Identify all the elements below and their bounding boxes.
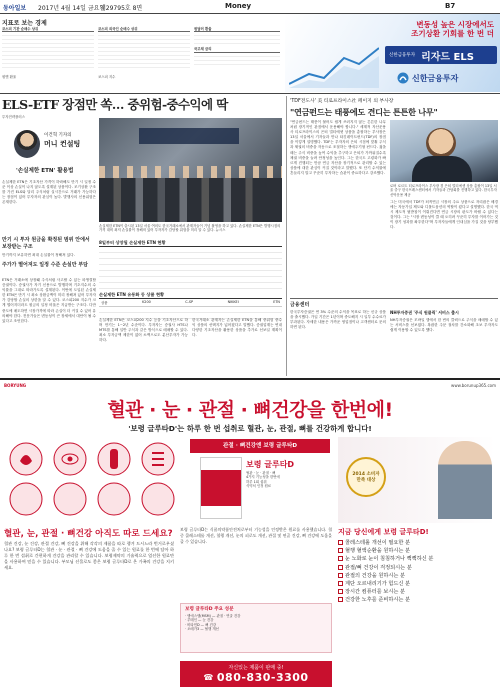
subhead-1: 만기 시 투자 원금을 확정된 범위 안에서 보장받는 구조 [2, 237, 90, 250]
checkbox-icon [338, 573, 343, 578]
table-head-cell: K200 [142, 300, 151, 304]
market-table-6-title: 코스피 지수 [98, 75, 116, 79]
reporter-name: 이건혁 기자의 [44, 133, 72, 138]
ad-brand: 신한금융투자 [389, 53, 416, 58]
shinhan-logo-icon [397, 72, 409, 84]
checklist-item-label: 혈행 혈액순환을 원하시는 분 [345, 548, 411, 555]
checkbox-icon [338, 548, 343, 553]
subhead-2: 주가가 떨어져도 일정 수준 손실만 부담 [2, 262, 88, 268]
checklist-item-label: 계단 오르내리기가 힘드신 분 [345, 581, 411, 588]
right-kicker: 'TDF전도사' 美 티로프라이스社 페이지 의 부사장 [290, 99, 394, 104]
market-title: 지표로 보는 경제 [2, 20, 47, 27]
article-tag: 투자전략플러스 [2, 115, 25, 119]
right-article-body-2: 그는 미국에서 TDF가 퇴직연금 시장의 주요 상품으로 자리잡은 배경에는 자동가입 제도와 디폴트옵션의 역할이 컸다고 설명했다. 한국 역시 제도적 뒷받침이 이뤄진다면 연금 시장의 판도가 바뀔 수 있다는 것이다. 그는 "시장 변동성이 클 때 오히려 꾸준히 투자를 이어가는 것이 장기 성과를 좌우한다"며 투자자들에게 인내심을 가질 것을 당부했다. [390, 200, 498, 230]
divider [290, 298, 498, 299]
checklist-item [338, 547, 496, 555]
main-article-body-5: 한국거래소 관계자는 손실제한 ETN을 통해 중위험 중수익 상품의 선택지가 넓어졌다고 말했다. 증권업계는 연내 다양한 기초자산을 활용한 상품을 추가로 선보일 계획이다. [192, 318, 282, 338]
ad-award-badge: 2014 소비자만족 대상 [346, 457, 386, 497]
checkbox-icon [338, 597, 343, 602]
market-table-3-title: 원달러 환율 [194, 27, 280, 32]
finance-center-body-2: NH투자증권은 모바일 앱에서 한 번의 클릭으로 주식을 매매할 수 있는 서비스를 선보였다. 복잡한 주문 절차를 간소화해 초보 투자자도 쉽게 이용할 수 있도록 했다. [390, 318, 498, 333]
product-box-image [200, 457, 242, 519]
page-number: B7 [445, 2, 456, 10]
cta-text: 자신있는 제품이 판매 중! [228, 665, 284, 671]
checklist-item [338, 572, 496, 580]
finance-center-sub: NH투자증권 '주식 원클릭' 서비스 출시 [390, 310, 459, 315]
ad-product: 리자드 ELS [421, 51, 474, 63]
ad-left-title: 혈관, 눈, 관절 · 뼈건강 아직도 따로 드세요? [4, 529, 173, 539]
checklist-item [338, 564, 496, 572]
main-headline: ELS-ETF 장점만 쏙… 중위험-중수익에 딱 [2, 97, 228, 112]
reporter-column: 머니 컨설팅 [44, 139, 81, 148]
checklist-item-label: 관절의 건강을 원하시는 분 [345, 572, 406, 579]
etn-table-2-head [99, 299, 282, 307]
checkbox-icon [338, 556, 343, 561]
ad-left-body: 혈관 건강, 눈 건강, 관절 건강, 뼈 건강을 위해 각각의 제품을 따로 챙겨 드시느라 번거로우셨나요? 보령 글루타D는 혈관 · 눈 · 관절 · 뼈 건강에 도움을 줄 수 있는 원료를 한 번에 담아 하루 한 번 섭취로 간편하게 건강을 관리할 수 있습니다. 보령제약의 기술력으로 엄선한 원료만을 사용하여 믿을 수 있습니다. 부모님 선물로도 좋은 보령 글루타D로 온 가족의 건강을 지키세요. [4, 541, 174, 570]
right-photo-caption: 로버 로르트 티로프라이스 부사장 겸 은퇴 멀티에셋 상품 총괄이 13일 서울 중구 한국프레스센터에서 기자들과 간담회를 진행하고 있다. 한국투자신탁운용 제공 [390, 184, 497, 197]
column-divider [286, 96, 287, 376]
photo-caption: 손실제한 ETN이 출시된 13일 서울 여의도 한국거래소에서 관계자들이 기념 촬영을 하고 있다. 손실제한 ETN은 발행시점의 가격 대비 최저 손실률이 정해져 있어 투자자가 감당할 위험을 미리 알 수 있다. 뉴시스 [99, 224, 281, 233]
ad-line-1: 변동성 높은 시장에서도 [416, 20, 494, 29]
market-indicators [2, 18, 280, 88]
main-article-body-2: 만기까지 보유하면 최대 손실률이 정해져 있다. [2, 253, 75, 257]
market-table-1 [2, 27, 94, 70]
checklist-item [338, 539, 496, 547]
etn-table-2-title: 손실제한 ETN 유동화 등 상품 현황 [99, 292, 282, 299]
table-head-cell: 상품 [101, 301, 108, 305]
main-article-body-1: 손실제한 ETN은 기초자산 가격이 하락해도 만기 시 일정 수준 이상 손실이 나지 않도록 설계된 상품이다. 조기상환 구조를 가진 ELS와 달리 주식처럼 실시간으로 거래가 가능하다는 장점이 있어 투자자의 관심이 높다. 발행사의 신용위험은 존재한다. [2, 180, 96, 205]
main-photo [99, 118, 282, 222]
section-label: Money [225, 2, 252, 10]
checklist-title: 지금 당신에게 보령 글루타D! [338, 528, 429, 536]
boryung-ad[interactable] [0, 381, 500, 691]
ad-subline: '보령 글루타D'는 하루 한 번 섭취로 혈관, 눈, 관절, 뼈를 건강하게 합니다! [128, 424, 372, 433]
ad-model-panel [338, 437, 496, 523]
market-table-1-title: 코스피 기관 순매수 상위 [2, 27, 94, 32]
main-article-body-4: 손실제한 ETN은 코스피200 지수 등을 기초자산으로 하며 만기는 1~2년 수준이다. 투자자는 증권사 HTS나 MTS를 통해 일반 주식과 같은 방식으로 매매할 수 있다. 최소 투자금액 제한이 없어 소액으로도 분산투자가 가능하다. [99, 318, 188, 343]
ad-graphic [289, 44, 379, 88]
checklist-item [338, 588, 496, 596]
right-headline: "연금펀드는 태풍에도 견디는 튼튼한 나무" [290, 107, 438, 117]
issue-date: 2017년 4월 14일 금요일 [38, 5, 106, 12]
table-head-cell: NIKKEI [227, 300, 239, 304]
ad-product-panel: 관절 · 뼈건강엔 보령 글루타D 보령 글루타D 혈관 · 눈 · 관절 · 뼈 4가지 기능성을 한번에 하루 1회 섭취 식약처 인정 원료 [190, 439, 330, 523]
market-table-3 [194, 27, 280, 67]
market-table-2 [98, 27, 190, 70]
ad-line-2: 조기상환 기회를 한 번 더 [411, 29, 494, 38]
issue-edition: 제29795호 8면 [100, 5, 143, 12]
right-photo [390, 120, 498, 182]
reporter-avatar [14, 130, 40, 158]
reporter-box [14, 130, 108, 178]
ad-call-cta[interactable] [180, 661, 332, 687]
newspaper-name: 동아일보 [3, 5, 27, 12]
etn-table-2 [99, 292, 282, 321]
checklist-item-label: 관절/뼈 건강이 걱정되시는 분 [345, 564, 412, 571]
ad-icon-grid [4, 439, 184, 519]
right-article-body-1: "연금펀드는 태풍이 불어도 쉽게 쓰러지지 않는 튼튼한 나무처럼 장기적인 관점에서 운용해야 합니다." 세계적 자산운용사 티로프라이스의 은퇴 멀티에셋 상품을 총괄하는 부사장은 13일 서울에서 기자들과 만나 타깃데이트펀드(TDF)의 장점을 이렇게 설명했다. TDF는 투자자의 은퇴 시점에 맞춰 주식과 채권의 비중을 자동으로 조절하는 생애주기형 펀드다. 젊을 때는 주식 비중을 높여 수익을 추구하고 은퇴가 가까워질수록 채권 비중을 늘려 안정성을 높인다. 그는 한국도 고령화가 빠르게 진행되는 만큼 연금 자산을 장기적으로 관리할 수 있는 상품에 대한 관심이 커질 것이라고 말했다. 또 단기 수익률에 흔들리지 말고 꾸준히 투자하는 습관이 중요하다고 강조했다. [290, 120, 386, 175]
ad-logo [397, 72, 458, 84]
checklist-item [338, 596, 496, 604]
ad-product-name: 보령 글루타D [246, 460, 295, 469]
ad-phone: 080-830-3300 [216, 671, 309, 684]
market-table-5-title: 원엔 환율 [2, 75, 17, 79]
etn-table-1-title: 8일부터 상장될 손실제한 ETN 현황 [99, 240, 282, 247]
table-head-cell: C-SP [185, 300, 194, 304]
checkbox-icon [338, 589, 343, 594]
etn-table-1 [99, 240, 282, 293]
market-table-4-title: 국고채 금리 [194, 47, 280, 52]
market-mini-charts [2, 75, 280, 86]
finance-center-body-1: 한국투자증권은 연 3% 수준의 수익을 목표로 하는 신규 상품을 출시했다. 가입 기간은 1년이며 중도해지 시 일부 수수료가 부과된다. 자세한 내용은 가까운 영업점이나 고객센터로 문의하면 된다. [290, 310, 386, 330]
phone-icon: ☎ [203, 673, 214, 682]
checklist-item-label: 건강한 노후를 준비하시는 분 [345, 597, 411, 604]
table-head-cell: ETN [273, 300, 280, 304]
divider [0, 93, 500, 94]
ad-mid-lower: 보령 글루타D는 식품의약품안전처로부터 기능성을 인정받은 원료를 사용했습니다. 혈중 콜레스테롤 개선, 혈행 개선, 눈의 피로도 개선, 관절 및 연골 건강, 뼈 건강에 도움을 줄 수 있습니다. 보령 글루타D 주요 성분 · 엠에스엠(MSM) — 관절 · 연골 건강 · 루테인 — 눈 건강 · 비타민D — 뼈 건강 · 오메가3 — 혈행 개선 [180, 527, 332, 657]
ad-topbar: BORYUNG www.borunup365.com [4, 383, 496, 391]
ad-checklist [338, 527, 496, 605]
checkbox-icon [338, 540, 343, 545]
checklist-item [338, 555, 496, 563]
checkbox-icon [338, 565, 343, 570]
checklist-item-label: 장시간 컴퓨터를 보시는 분 [345, 589, 406, 596]
ad-product-badge [385, 46, 497, 64]
ad-divider [0, 378, 500, 380]
ad-headline: 혈관 · 눈 · 관절 · 뼈건강을 한번에! [107, 399, 393, 421]
page-header [0, 0, 500, 14]
right-article-header [290, 97, 498, 118]
finance-center-title: 금융센터 [290, 302, 310, 308]
ad-model-photo [438, 441, 492, 519]
shinhan-els-ad[interactable] [285, 14, 500, 92]
market-table-2-title: 코스피 외국인 순매수 상위 [98, 27, 190, 32]
main-article-body-3: ETN은 거래소에 상장돼 주식처럼 사고팔 수 있는 파생결합증권이다. 증권사가 자기 신용으로 발행하며 기초지수의 수익률을 그대로 따라가도록 설계된다. 이번에 도입된 손실제한 ETN은 만기 시 최소 상환금액이 미리 정해져 있어 투자자가 감당할 손실의 상한을 알 수 있다. 코스피200 지수가 크게 떨어지더라도 원금의 일정 비율은 지급받는 구조다. 다만 중도에 매도하면 시장가격에 따라 손실이 더 커질 수 있어 유의해야 한다. 전문가들은 변동성이 큰 장세에서 대안이 될 수 있다고 조언한다. [2, 278, 96, 323]
checklist-item-label: 눈 노화로 눈이 침침하거나 뻑뻑하신 분 [345, 556, 434, 563]
ad-product-title: 관절 · 뼈건강엔 보령 글루타D [190, 439, 330, 453]
ad-logo-text: 신한금융투자 [412, 73, 459, 83]
ad-ingredients: 보령 글루타D 주요 성분 · 엠에스엠(MSM) — 관절 · 연골 건강 · 루테인 — 눈 건강 · 비타민D — 뼈 건강 · 오메가3 — 혈행 개선 [180, 603, 332, 653]
checklist-item [338, 580, 496, 588]
checkbox-icon [338, 581, 343, 586]
main-article-header [2, 95, 284, 119]
column-series: '손실제한 ETN' 활용법 [16, 168, 74, 174]
checklist-item-label: 콜레스테롤 개선이 필요한 분 [345, 540, 411, 546]
ad-url: www.borunup365.com [451, 383, 496, 388]
